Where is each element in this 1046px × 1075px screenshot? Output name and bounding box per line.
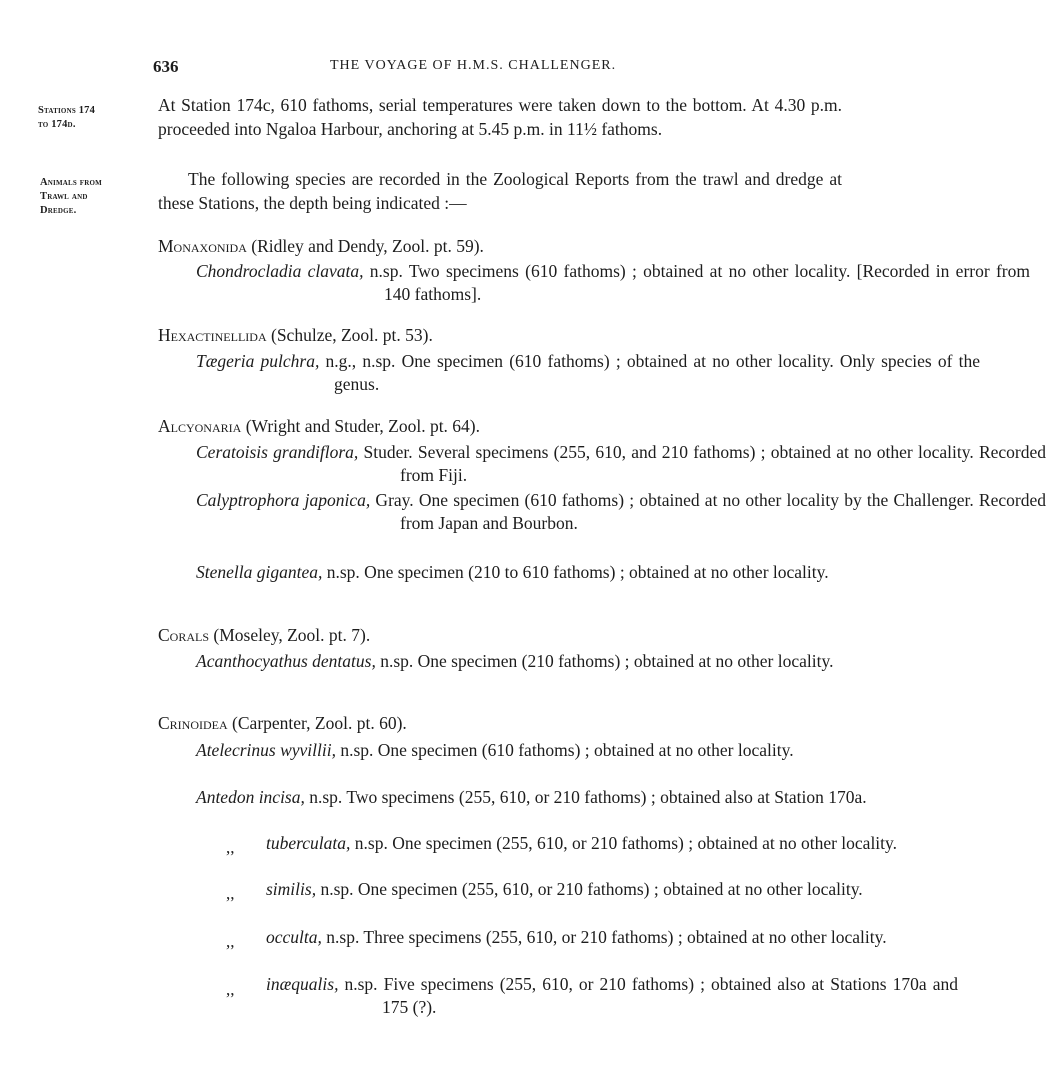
species-name: Calyptrophora japonica,: [196, 490, 371, 510]
sidenote-animals-line2: Trawl and: [40, 191, 88, 202]
species-description: n.sp. One specimen (255, 610, or 210 fathoms) ; obtained at no other locality.: [350, 833, 898, 853]
species-name: Chondrocladia clavata,: [196, 261, 364, 281]
intro-paragraph: At Station 174c, 610 fathoms, serial temperatures were taken down to the bottom. At 4.30 p.m. proceeded into Ngaloa Harbour, anchoring at 5.45 p.m. in 11½ fathoms.: [158, 95, 842, 139]
group-name: Crinoidea: [158, 713, 228, 733]
ditto-mark: ,,: [226, 884, 235, 903]
species-entry-atelecrinus: [196, 739, 1028, 762]
species-entry-occulta: [266, 926, 958, 949]
ditto-mark: ,,: [226, 932, 235, 951]
group-name: Monaxonida: [158, 236, 247, 256]
species-name: occulta,: [266, 927, 322, 947]
running-title: THE VOYAGE OF H.M.S. CHALLENGER.: [330, 58, 617, 73]
group-reference: (Carpenter, Zool. pt. 60).: [232, 713, 407, 733]
group-heading-crinoidea: [158, 713, 407, 734]
species-description: n.sp. One specimen (255, 610, or 210 fathoms) ; obtained at no other locality.: [316, 879, 863, 899]
species-name: Tægeria pulchra,: [196, 351, 320, 371]
group-heading-hexactinellida: [158, 325, 433, 346]
group-name: Hexactinellida: [158, 325, 267, 345]
sidenote-stations-line1: Stations 174: [38, 105, 96, 116]
species-entry-ceratoisis: [196, 441, 1046, 487]
species-description: n.g., n.sp. One specimen (610 fathoms) ; obtained at no other locality. Only species of the genus.: [319, 351, 980, 394]
species-entry-stenella: [196, 561, 1046, 584]
group-reference: (Schulze, Zool. pt. 53).: [271, 325, 433, 345]
species-entry-taegeria: [196, 350, 980, 396]
species-name: tuberculata,: [266, 833, 351, 853]
group-name: Corals: [158, 625, 210, 645]
species-description: n.sp. Two specimens (255, 610, or 210 fathoms) ; obtained also at Station 170a.: [304, 787, 867, 807]
group-heading-monaxonida: [158, 236, 484, 257]
species-entry-chondrocladia: [196, 260, 1030, 306]
sidenote-stations-line2: to 174d.: [38, 119, 76, 130]
sidenote-animals-line1: Animals from: [40, 177, 102, 188]
group-reference: (Moseley, Zool. pt. 7).: [213, 625, 371, 645]
species-description: Gray. One specimen (610 fathoms) ; obtained at no other locality by the Challenger. Recorded from Japan and Bourbon.: [370, 490, 1046, 533]
species-description: n.sp. Two specimens (610 fathoms) ; obtained at no other locality. [Recorded in error from 140 fathoms].: [363, 261, 1030, 304]
ditto-mark: ,,: [226, 838, 235, 857]
species-name: Atelecrinus wyvillii,: [196, 740, 336, 760]
group-heading-alcyonaria: [158, 416, 480, 437]
sidenote-animals-line3: Dredge.: [40, 205, 77, 216]
species-name: Acanthocyathus dentatus,: [196, 651, 376, 671]
species-description: Studer. Several specimens (255, 610, and 210 fathoms) ; obtained at no other locality. Recorded from Fiji.: [358, 442, 1046, 485]
page-number: 636: [153, 57, 179, 76]
species-intro-paragraph: The following species are recorded in the Zoological Reports from the trawl and dredge at these Stations, the depth being indicated :—: [158, 169, 842, 213]
sidenote-stations: [38, 104, 95, 132]
species-name: Stenella gigantea,: [196, 562, 323, 582]
species-name: Antedon incisa,: [196, 787, 305, 807]
species-entry-calyptrophora: [196, 489, 1046, 535]
species-name: similis,: [266, 879, 317, 899]
species-entry-antedon-incisa: [196, 786, 1028, 809]
species-description: n.sp. Five specimens (255, 610, or 210 fathoms) ; obtained also at Stations 170a and 175 (?).: [338, 974, 958, 1017]
ditto-mark: ,,: [226, 980, 235, 999]
species-name: inæqualis,: [266, 974, 339, 994]
group-name: Alcyonaria: [158, 416, 242, 436]
group-heading-corals: [158, 625, 370, 646]
group-reference: (Wright and Studer, Zool. pt. 64).: [245, 416, 481, 436]
species-entry-tuberculata: [266, 832, 958, 855]
species-name: Ceratoisis grandiflora,: [196, 442, 359, 462]
sidenote-animals: [40, 176, 102, 218]
species-description: n.sp. One specimen (210 fathoms) ; obtained at no other locality.: [375, 651, 834, 671]
species-description: n.sp. Three specimens (255, 610, or 210 fathoms) ; obtained at no other locality.: [321, 927, 887, 947]
species-description: n.sp. One specimen (210 to 610 fathoms) ; obtained at no other locality.: [322, 562, 829, 582]
species-entry-similis: [266, 878, 958, 901]
group-reference: (Ridley and Dendy, Zool. pt. 59).: [251, 236, 484, 256]
species-description: n.sp. One specimen (610 fathoms) ; obtained at no other locality.: [335, 740, 794, 760]
species-entry-inaequalis: [266, 973, 958, 1019]
species-entry-acanthocyathus: [196, 650, 1046, 673]
